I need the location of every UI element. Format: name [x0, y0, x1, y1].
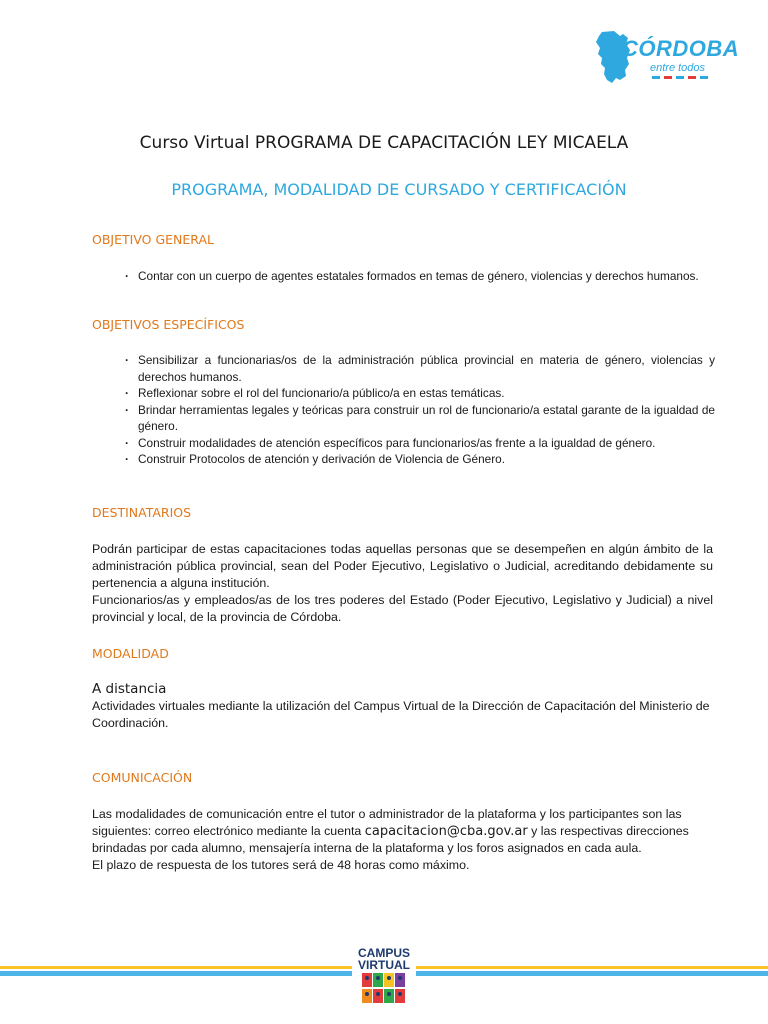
brand-name: CÓRDOBA [622, 36, 740, 61]
list-item: · Sensibilizar a funcionarias/os de la administración pública provincial en materia de género, violencias y derechos humanos. [125, 352, 715, 385]
campus-figures-icon [362, 973, 406, 1003]
list-item: · Brindar herramientas legales y teóricas para construir un rol de funcionario/a estatal garante de la igualdad de género. [125, 402, 715, 435]
campus-virtual-logo [352, 945, 416, 1007]
page-subtitle: PROGRAMA, MODALIDAD DE CURSADO Y CERTIFICACIÓN [171, 180, 627, 199]
heading-comunicacion: COMUNICACIÓN [92, 770, 193, 785]
objetivo-general-list [125, 268, 715, 285]
comunicacion-response-time: El plazo de respuesta de los tutores será de 48 horas como máximo. [92, 858, 470, 872]
comunicacion-text-after-email: y las respectivas direcciones brindadas por cada alumno, mensajería interna de la plataforma y los foros asignados en cada aula. [92, 824, 689, 855]
list-item: · Contar con un cuerpo de agentes estatales formados en temas de género, violencias y derechos humanos. [125, 268, 715, 285]
page-title: Curso Virtual PROGRAMA DE CAPACITACIÓN LEY MICAELA [139, 133, 629, 153]
modalidad-type: A distancia [92, 681, 167, 697]
brand-color-dots [652, 76, 712, 79]
campus-logo-line-2: VIRTUAL [358, 958, 410, 972]
list-item: · Construir modalidades de atención específicos para funcionarios/as frente a la igualdad de género. [125, 435, 715, 452]
destinatarios-text [92, 541, 713, 626]
heading-destinatarios: DESTINATARIOS [92, 505, 192, 520]
comunicacion-text-before-email: Las modalidades de comunicación entre el tutor o administrador de la plataforma y los participantes son las siguientes: correo electrónico mediante la cuenta [92, 807, 682, 838]
email-address: capacitacion@cba.gov.ar [364, 824, 528, 839]
destinatarios-paragraph-1: Podrán participar de estas capacitaciones todas aquellas personas que se desempeñen en algún ámbito de la administración pública provincial, sean del Poder Ejecutivo, Legislativo o Judicial, acreditando debidamente su pertenencia a alguna institución. [92, 542, 713, 590]
heading-objetivo-general: OBJETIVO GENERAL [92, 232, 214, 247]
destinatarios-paragraph-2: Funcionarios/as y empleados/as de los tres poderes del Estado (Poder Ejecutivo, Legislativo y Judicial) a nivel provincial y local, de la provincia de Córdoba. [92, 593, 713, 624]
objetivos-especificos-list [125, 352, 715, 468]
list-item: · Construir Protocolos de atención y derivación de Violencia de Género. [125, 451, 715, 468]
brand-tagline: entre todos [650, 62, 706, 74]
list-item: · Reflexionar sobre el rol del funcionario/a público/a en estas temáticas. [125, 385, 715, 402]
heading-objetivos-especificos: OBJETIVOS ESPECÍFICOS [92, 317, 245, 332]
modalidad-description: Actividades virtuales mediante la utilización del Campus Virtual de la Dirección de Capacitación del Ministerio de Coordinación. [92, 699, 710, 730]
comunicacion-text [92, 806, 713, 874]
cordoba-logo [592, 30, 742, 86]
campus-logo-line-1: CAMPUS [357, 946, 410, 960]
heading-modalidad: MODALIDAD [92, 646, 169, 661]
modalidad-text [92, 681, 713, 732]
